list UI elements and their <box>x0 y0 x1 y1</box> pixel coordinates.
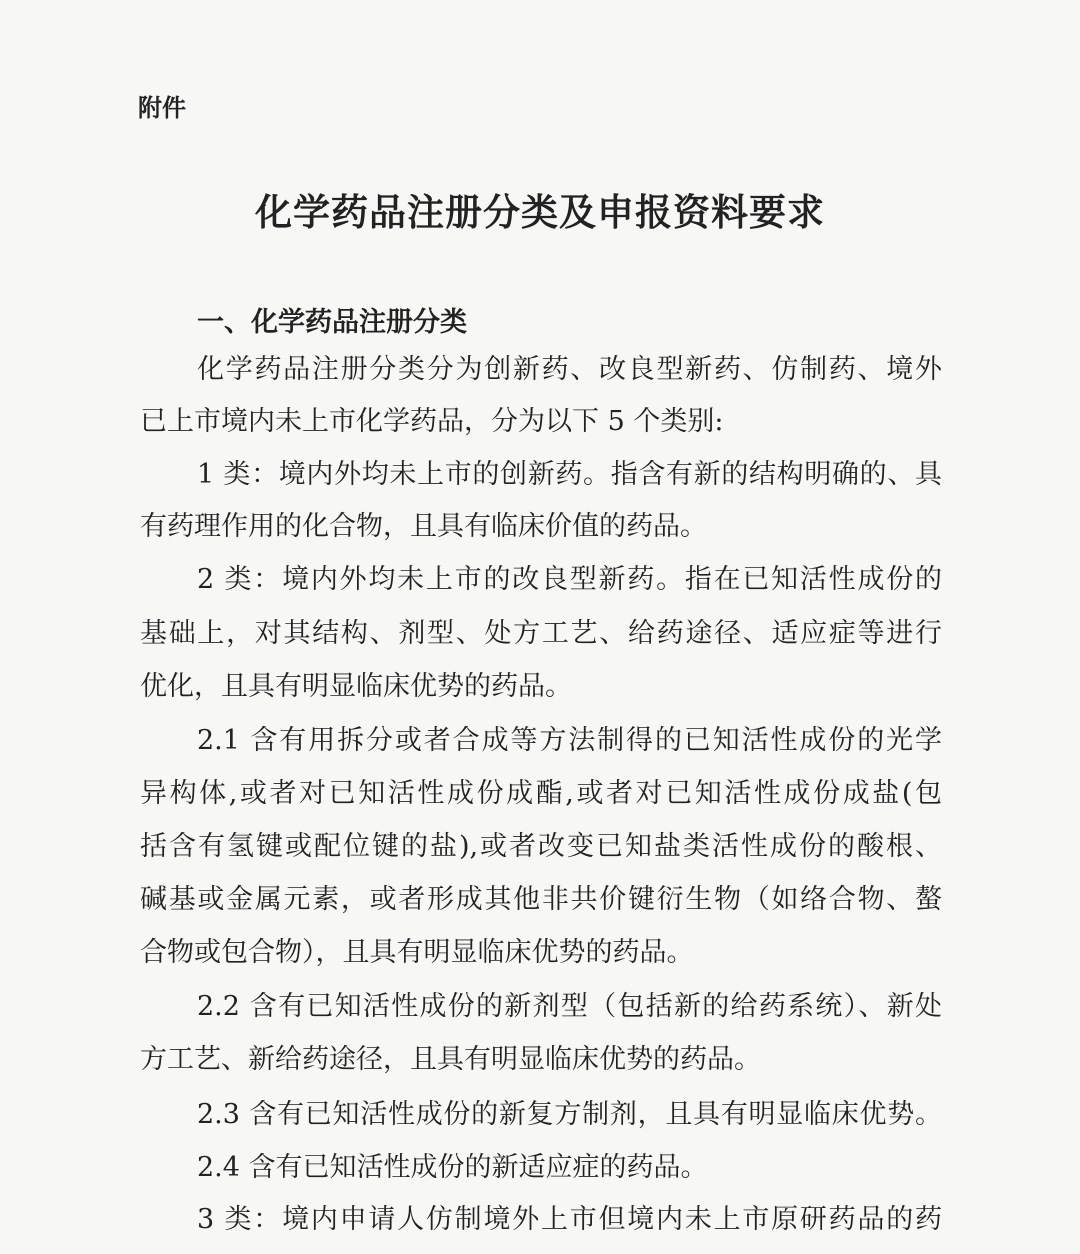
body-line: 2 类：境内外均未上市的改良型新药。指在已知活性成份的 <box>197 564 942 595</box>
body-line: 3 类：境内申请人仿制境外上市但境内未上市原研药品的药 <box>197 1204 942 1235</box>
body-line: 2.3 含有已知活性成份的新复方制剂，且具有明显临床优势。 <box>197 1099 942 1130</box>
body-line: 化学药品注册分类分为创新药、改良型新药、仿制药、境外 <box>197 354 942 385</box>
body-line: 异构体,或者对已知活性成份成酯,或者对已知活性成份成盐(包 <box>140 778 942 809</box>
body-line: 2.4 含有已知活性成份的新适应症的药品。 <box>197 1152 708 1183</box>
body-line: 1 类：境内外均未上市的创新药。指含有新的结构明确的、具 <box>197 459 942 490</box>
attachment-label: 附件 <box>138 94 186 122</box>
body-line: 有药理作用的化合物，且具有临床价值的药品。 <box>140 511 707 542</box>
body-line: 优化，且具有明显临床优势的药品。 <box>140 671 572 702</box>
body-line: 合物或包合物），且具有明显临床优势的药品。 <box>140 937 694 968</box>
body-line: 方工艺、新给药途径，且具有明显临床优势的药品。 <box>140 1044 761 1075</box>
body-line: 已上市境内未上市化学药品，分为以下 5 个类别: <box>140 406 724 437</box>
body-line: 基础上，对其结构、剂型、处方工艺、给药途径、适应症等进行 <box>140 618 942 649</box>
section-heading: 一、化学药品注册分类 <box>197 307 467 338</box>
body-line: 2.1 含有用拆分或者合成等方法制得的已知活性成份的光学 <box>197 725 942 756</box>
body-line: 括含有氢键或配位键的盐),或者改变已知盐类活性成份的酸根、 <box>140 831 942 862</box>
document-title: 化学药品注册分类及申报资料要求 <box>255 190 825 234</box>
body-line: 2.2 含有已知活性成份的新剂型（包括新的给药系统）、新处 <box>197 991 942 1022</box>
body-line: 碱基或金属元素，或者形成其他非共价键衍生物（如络合物、螯 <box>140 884 942 915</box>
